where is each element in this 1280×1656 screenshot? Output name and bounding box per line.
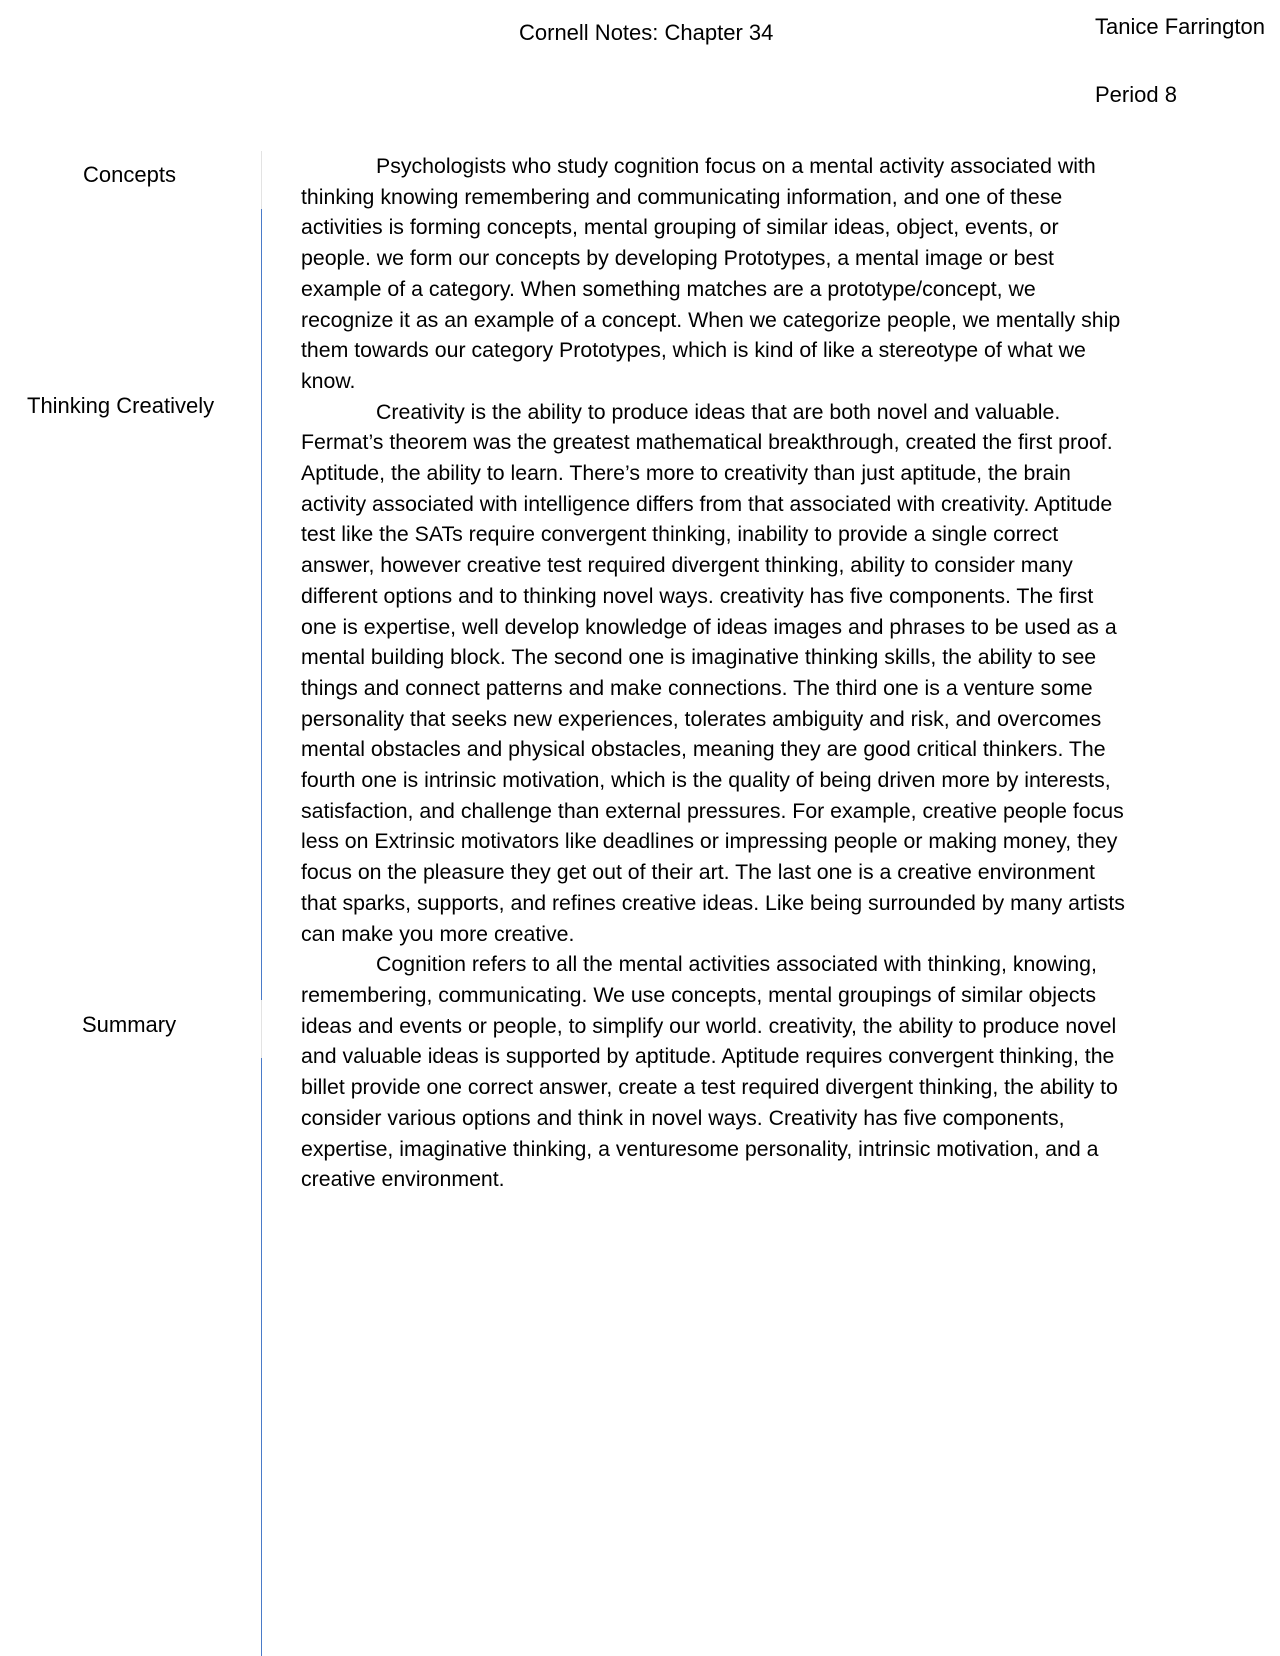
author-name: Tanice Farrington [1095,14,1265,39]
cue-concepts: Concepts [83,162,176,187]
summary-paragraph: Cognition refers to all the mental activities associated with thinking, knowing, remembering, communicating. We use concepts, mental groupings of similar objects ideas and events or people, to simplify our world. creativity, the ability to produce novel and valuable ideas is supported by aptitude. Aptitude requires convergent thinking, the billet provide one correct answer, create a test required divergent thinking, the ability to consider various options and think in novel ways. Creativity has five components, expertise, imaginative thinking, a venturesome personality, intrinsic motivation, and a creative environment. [301,952,1118,1192]
concepts-paragraph: Psychologists who study cognition focus on a mental activity associated with thinking knowing remembering and communicating information, and one of these activities is forming concepts, mental grouping of similar ideas, object, events, or people. we form our concepts by developing Prototypes, a mental image or best example of a category. When something matches are a prototype/concept, we recognize it as an example of a concept. When we categorize people, we mentally ship them towards our category Prototypes, which is kind of like a stereotype of what we know. [301,154,1121,393]
notes-column [301,151,1131,1195]
cue-column-divider-gap [261,1000,262,1058]
creativity-paragraph: Creativity is the ability to produce ideas that are both novel and valuable. Fermat’s theorem was the greatest mathematical breakthrough, created the first proof. Aptitude, the ability to learn. There’s more to creativity than just aptitude, the brain activity associated with intelligence differs from that associated with creativity. Aptitude test like the SATs require convergent thinking, inability to provide a single correct answer, however creative test required divergent thinking, ability to consider many different options and to thinking novel ways. creativity has five components. The first one is expertise, well develop knowledge of ideas images and phrases to be used as a mental building block. The second one is imaginative thinking skills, the ability to see things and connect patterns and make connections. The third one is a venture some personality that seeks new experiences, tolerates ambiguity and risk, and overcomes mental obstacles and physical obstacles, meaning they are good critical thinkers. The fourth one is intrinsic motivation, which is the quality of being driven more by interests, satisfaction, and challenge than external pressures. For example, creative people focus less on Extrinsic motivators like deadlines or impressing people or making money, they focus on the pleasure they get out of their art. The last one is a creative environment that sparks, supports, and refines creative ideas. Like being surrounded by many artists can make you more creative. [301,399,1125,946]
cue-summary: Summary [82,1012,177,1037]
page-title: Cornell Notes: Chapter 34 [519,20,774,45]
cue-column-divider-bottom [261,1058,262,1656]
cue-thinking-creatively: Thinking Creatively [27,393,215,418]
cue-column-divider-main [261,209,262,1000]
cue-column-divider-top [261,151,262,209]
class-period: Period 8 [1095,82,1177,107]
